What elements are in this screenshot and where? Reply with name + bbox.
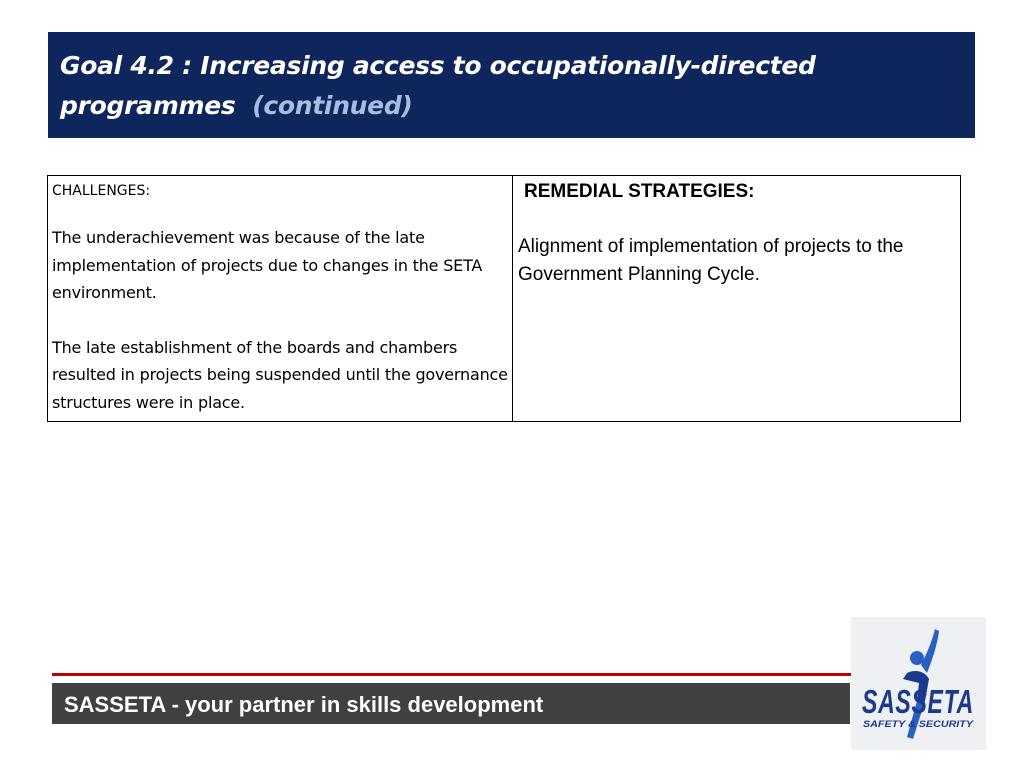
slide-title-main: Goal 4.2 : Increasing access to occupationally-directed programmes (60, 51, 816, 120)
logo-figure-head (910, 651, 924, 665)
challenges-cell (48, 176, 513, 422)
sasseta-logo-icon (851, 617, 986, 750)
challenge-paragraph-2: The late establishment of the boards and chambers resulted in projects being suspended until the governance structures were in place. (52, 337, 508, 412)
challenges-heading: CHALLENGES: (52, 183, 151, 199)
strategy-paragraph: Alignment of implementation of projects to the Government Planning Cycle. (518, 236, 904, 285)
challenges-strategies-table (47, 175, 961, 422)
strategies-heading: REMEDIAL STRATEGIES: (524, 181, 755, 202)
strategies-cell (513, 176, 961, 422)
footer-red-rule (52, 673, 852, 676)
footer-tagline: SASSETA - your partner in skills development (64, 692, 544, 717)
logo-subtitle: SAFETY & SECURITY (863, 719, 975, 729)
slide-title-bar (48, 32, 975, 138)
footer-bar (52, 683, 850, 724)
sasseta-logo (851, 617, 986, 750)
logo-figure-arm (921, 629, 939, 673)
table-row (48, 176, 961, 422)
slide-title (60, 46, 963, 126)
slide-title-continued: (continued) (252, 91, 413, 120)
logo-wordmark: SASSETA (862, 683, 974, 720)
challenge-paragraph-1: The underachievement was because of the late implementation of projects due to changes in the SETA environment. (52, 228, 483, 302)
